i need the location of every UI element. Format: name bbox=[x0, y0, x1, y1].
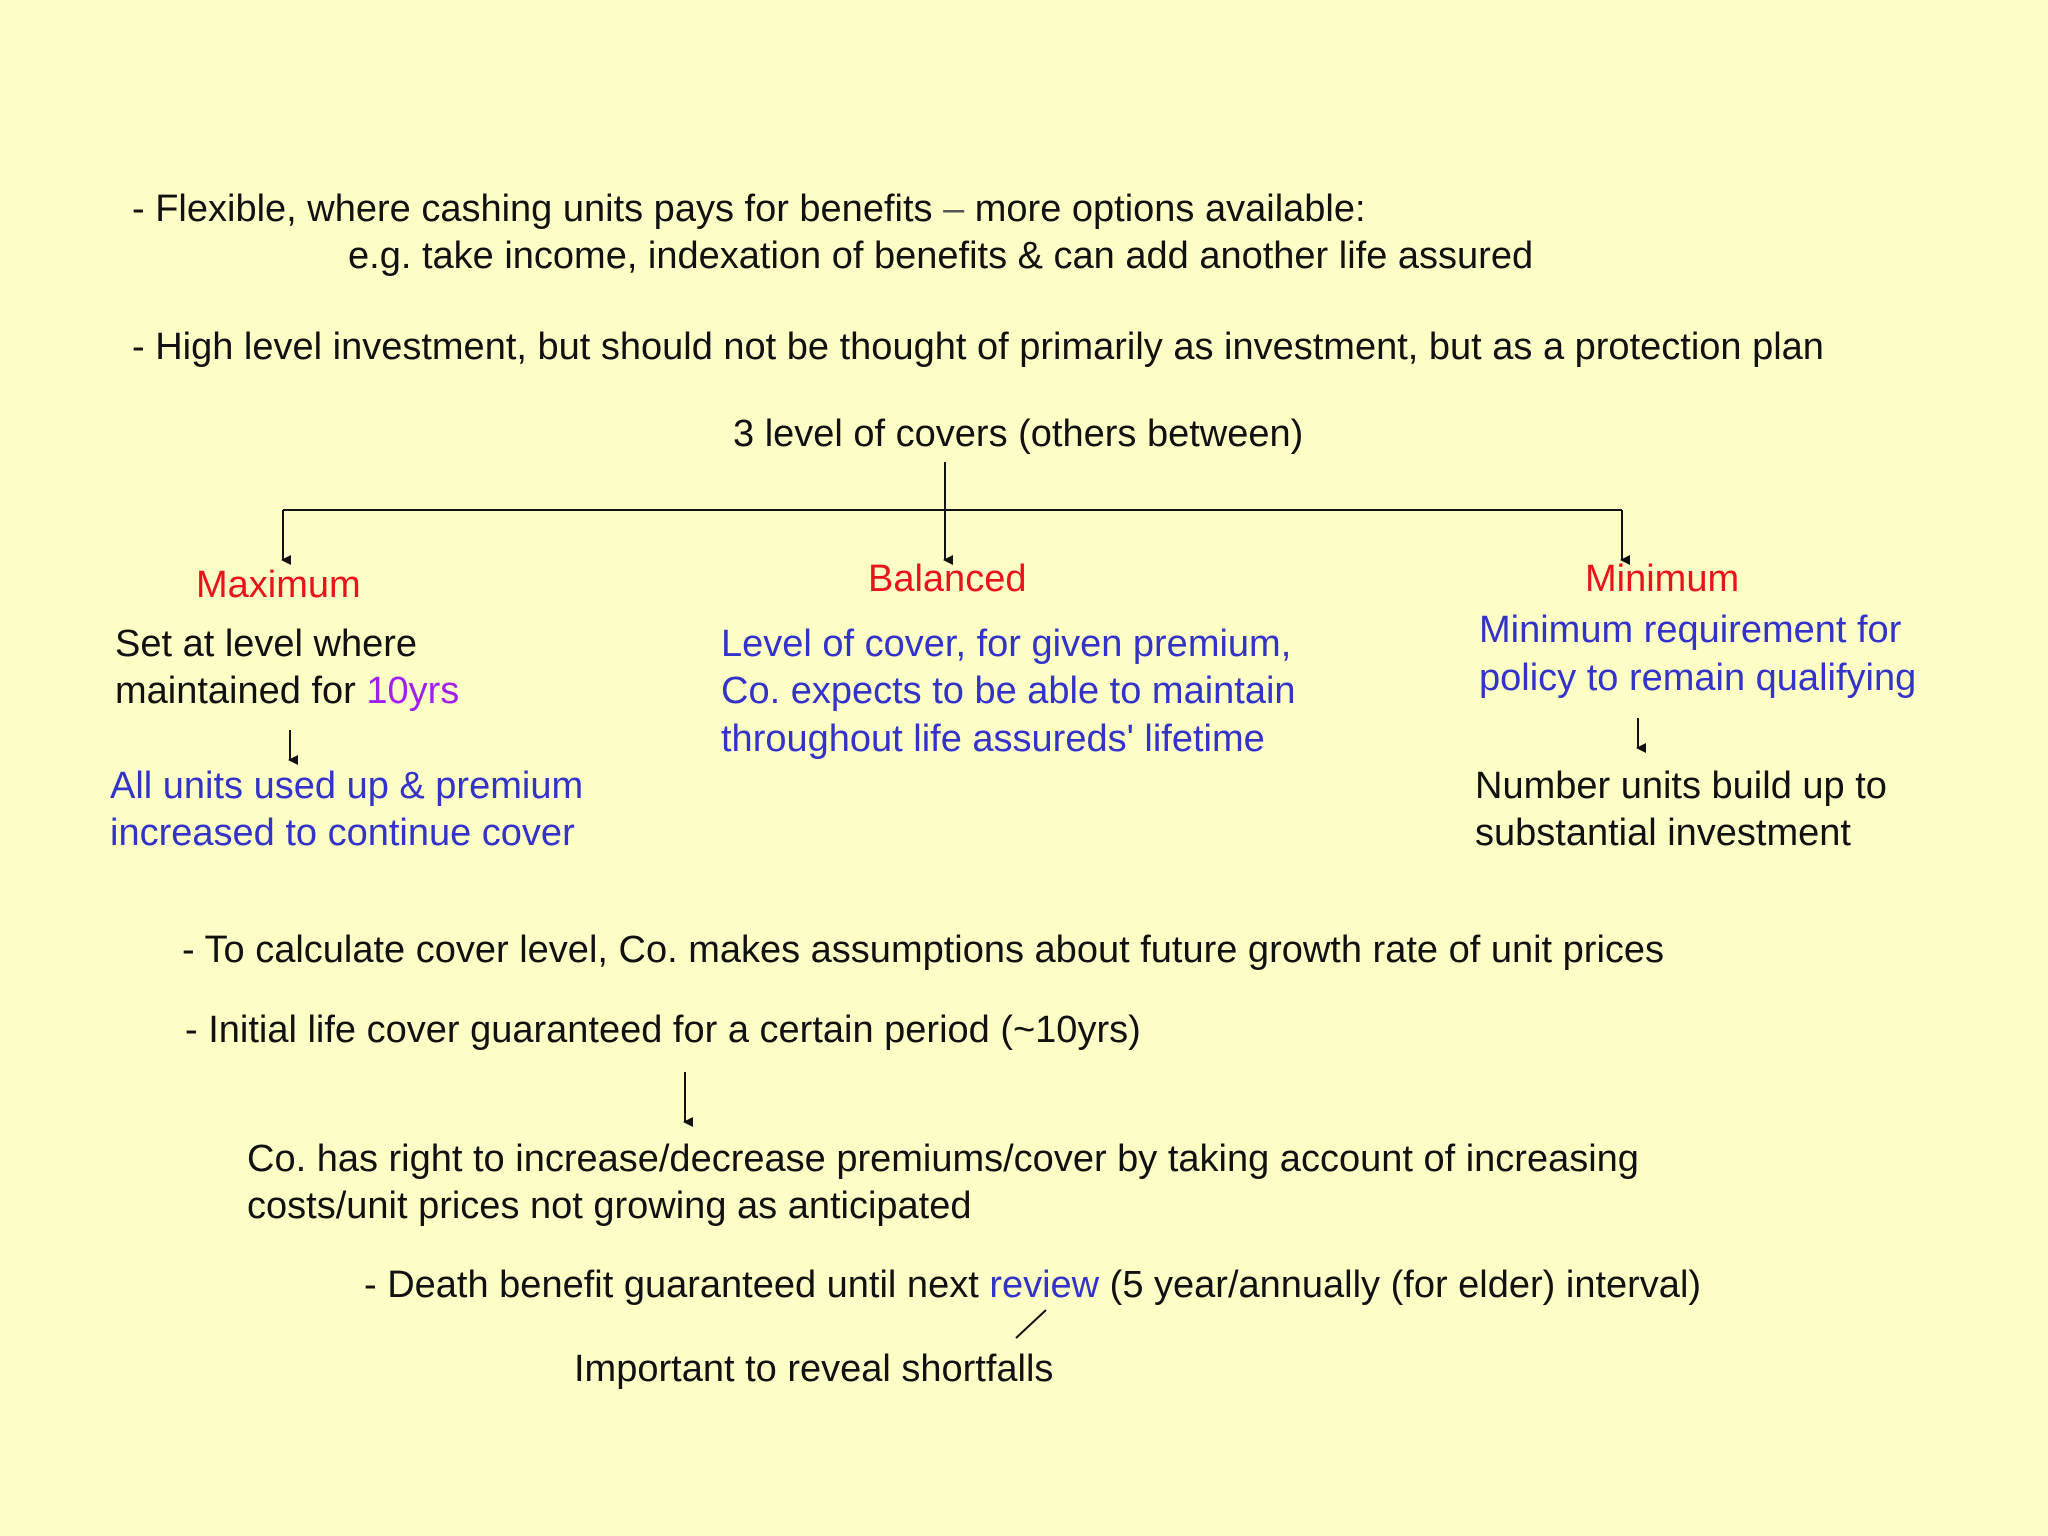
flexible-bullet bbox=[132, 185, 1366, 233]
death-benefit-suffix: (5 year/annually (for elder) interval) bbox=[1099, 1264, 1702, 1306]
investment-bullet: - High level investment, but should not be thought of primarily as investment, but as a protection plan bbox=[132, 326, 1824, 368]
minimum-result-line1: Number units build up to bbox=[1475, 765, 1887, 807]
balanced-heading: Balanced bbox=[868, 558, 1027, 600]
company-right-line1: Co. has right to increase/decrease premiums/cover by taking account of increasing bbox=[247, 1138, 1639, 1180]
death-benefit-prefix: - Death benefit guaranteed until next bbox=[364, 1264, 990, 1306]
balanced-line3: throughout life assureds' lifetime bbox=[721, 718, 1265, 760]
shortfalls-callout: Important to reveal shortfalls bbox=[574, 1348, 1054, 1390]
maximum-heading: Maximum bbox=[196, 564, 361, 606]
maximum-description-line2 bbox=[115, 667, 459, 715]
balanced-line1: Level of cover, for given premium, bbox=[721, 623, 1292, 665]
flexible-prefix: - Flexible, where cashing units pays for benefits bbox=[132, 188, 944, 230]
flexible-suffix: more options available: bbox=[964, 188, 1366, 230]
maximum-result-line1: All units used up & premium bbox=[110, 765, 584, 807]
maximum-description-line1: Set at level where bbox=[115, 623, 418, 665]
review-callout-line bbox=[1016, 1310, 1046, 1338]
minimum-line2: policy to remain qualifying bbox=[1479, 657, 1917, 699]
review-term: review bbox=[989, 1264, 1100, 1306]
company-right-line2: costs/unit prices not growing as anticipated bbox=[247, 1185, 972, 1227]
minimum-line1: Minimum requirement for bbox=[1479, 609, 1902, 651]
maximum-result-line2: increased to continue cover bbox=[110, 812, 575, 854]
initial-cover-note: - Initial life cover guaranteed for a certain period (~10yrs) bbox=[185, 1009, 1141, 1051]
balanced-line2: Co. expects to be able to maintain bbox=[721, 670, 1296, 712]
minimum-result-line2: substantial investment bbox=[1475, 812, 1851, 854]
covers-title: 3 level of covers (others between) bbox=[733, 413, 1304, 455]
flexible-example: e.g. take income, indexation of benefits & can add another life assured bbox=[348, 235, 1534, 277]
death-benefit-note bbox=[364, 1261, 1701, 1309]
minimum-heading: Minimum bbox=[1585, 558, 1740, 600]
calculate-note: - To calculate cover level, Co. makes assumptions about future growth rate of unit prices bbox=[182, 929, 1665, 971]
flexible-dash: – bbox=[943, 188, 965, 230]
maximum-desc-prefix: maintained for bbox=[115, 670, 367, 712]
maximum-10yrs-highlight: 10yrs bbox=[366, 670, 460, 712]
